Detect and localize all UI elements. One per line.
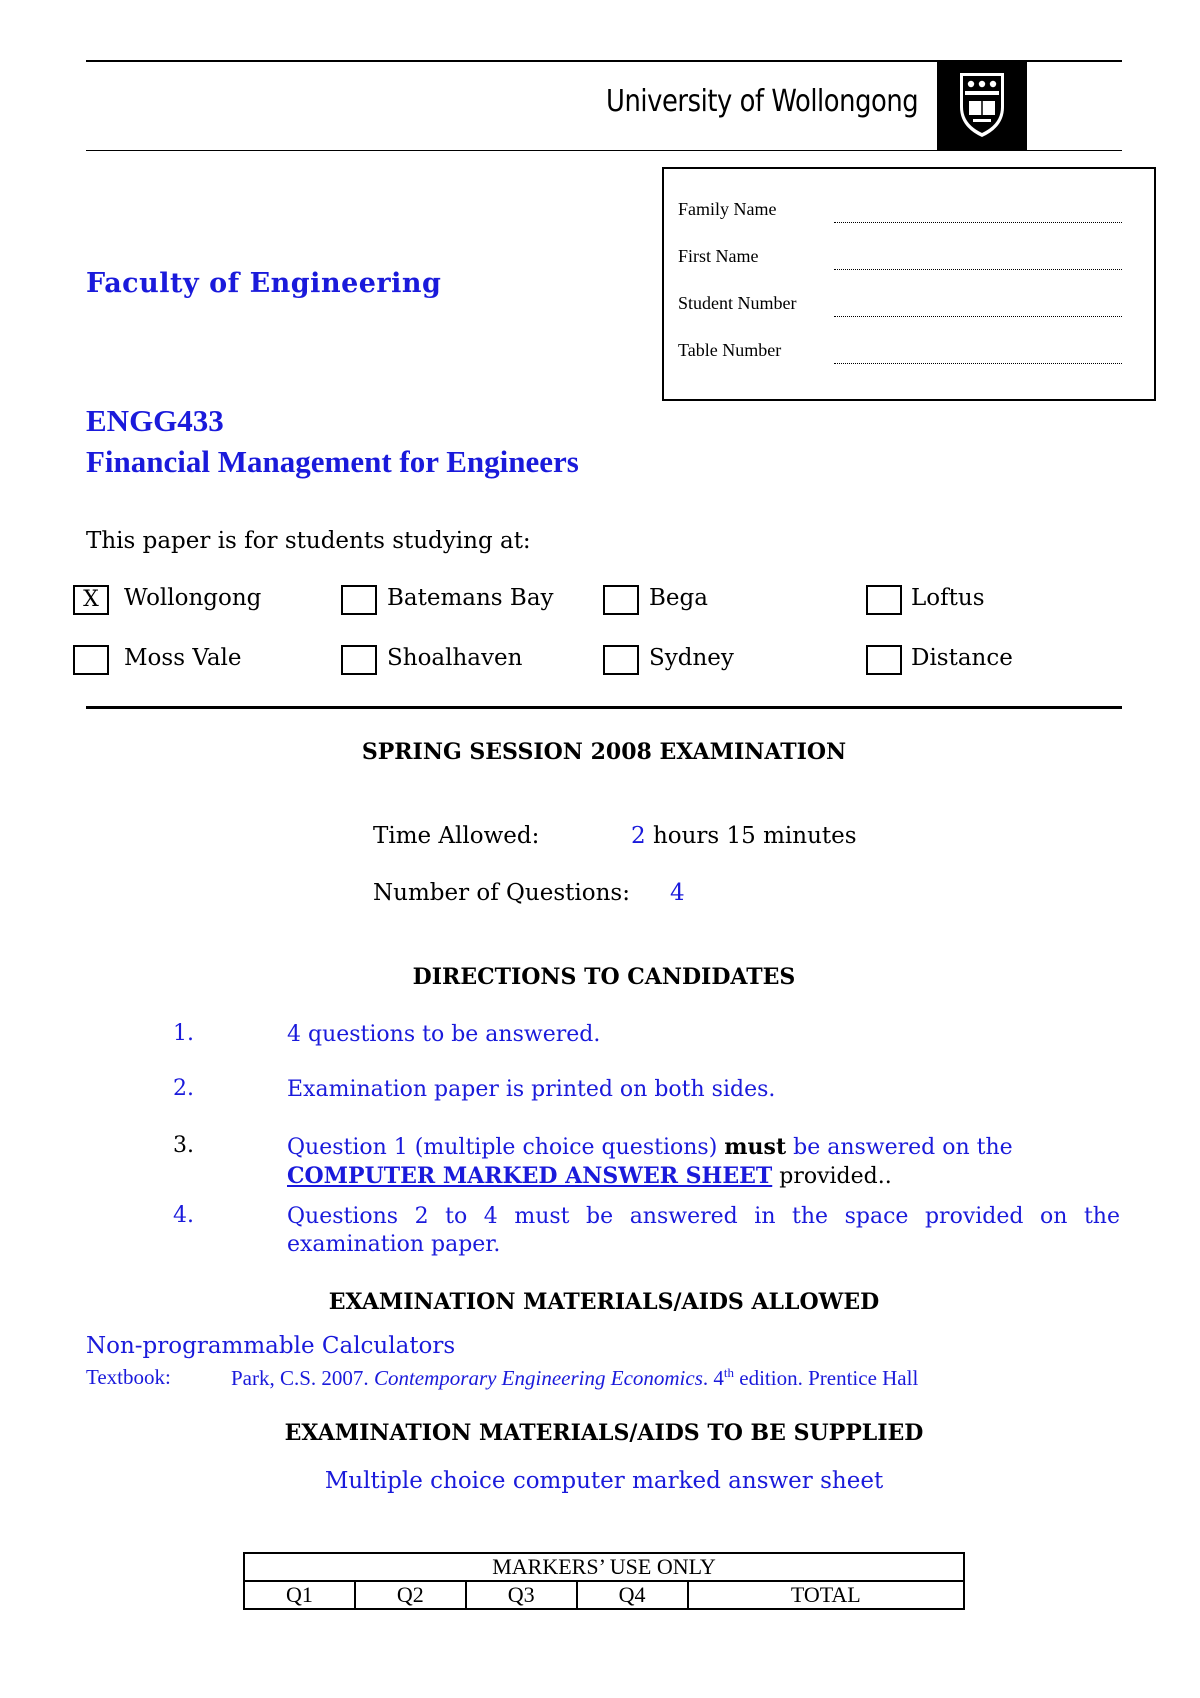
direction-text-1: 4 questions to be answered. (287, 1022, 601, 1047)
direction-text-2: Examination paper is printed on both sides. (287, 1077, 776, 1102)
campus-checkbox-sydney[interactable] (603, 645, 639, 675)
university-crest-icon (937, 61, 1027, 150)
campus-label-loftus: Loftus (911, 585, 985, 611)
campus-intro: This paper is for students studying at: (86, 528, 531, 554)
markers-col-q1: Q1 (244, 1581, 355, 1609)
direction-3-answer-sheet: COMPUTER MARKED ANSWER SHEET (287, 1163, 773, 1189)
textbook-edition-num: 4 (713, 1366, 724, 1390)
markers-col-q4: Q4 (577, 1581, 688, 1609)
markers-col-q3: Q3 (466, 1581, 577, 1609)
textbook-author: Park, C.S. 2007. (231, 1366, 369, 1390)
markers-col-q2: Q2 (355, 1581, 466, 1609)
student-details-box (662, 167, 1156, 401)
header-bottom-rule (86, 150, 1122, 151)
faculty-name: Faculty of Engineering (86, 268, 442, 299)
textbook-title: Contemporary Engineering Economics (373, 1366, 703, 1390)
direction-number-1: 1. (173, 1021, 194, 1046)
section-divider (86, 706, 1122, 709)
family-name-field[interactable] (834, 208, 1122, 223)
campus-checkbox-bega[interactable] (603, 585, 639, 615)
course-title: Financial Management for Engineers (86, 444, 579, 479)
number-of-questions-label: Number of Questions: (373, 880, 630, 906)
markers-table-header-row (244, 1581, 964, 1609)
crest-svg (937, 61, 1027, 150)
direction-number-2: 2. (173, 1076, 194, 1101)
family-name-label: Family Name (678, 199, 777, 219)
student-number-label: Student Number (678, 293, 797, 313)
time-rest: hours 15 minutes (652, 823, 857, 849)
campus-checkbox-batemans-bay[interactable] (341, 585, 377, 615)
direction-number-3: 3. (173, 1133, 194, 1158)
direction-text-4: Questions 2 to 4 must be answered in the space provided on the examination paper. (287, 1204, 1120, 1257)
university-name: University of Wollongong (606, 84, 919, 119)
calculators-item: Non-programmable Calculators (86, 1333, 456, 1359)
table-number-label: Table Number (678, 340, 782, 360)
direction-3-part-a: Question 1 (multiple choice questions) (287, 1135, 718, 1160)
first-name-field[interactable] (834, 255, 1122, 270)
campus-label-batemans-bay: Batemans Bay (387, 585, 554, 611)
materials-supplied-item: Multiple choice computer marked answer sheet (324, 1468, 884, 1494)
campus-checkbox-distance[interactable] (866, 645, 902, 675)
markers-col-total: TOTAL (688, 1581, 964, 1609)
direction-3-part-b: be answered on the (793, 1135, 1013, 1160)
table-number-field[interactable] (834, 349, 1122, 364)
campus-checkbox-wollongong[interactable]: X (73, 585, 109, 615)
textbook-label: Textbook: (86, 1365, 171, 1389)
markers-table-title-row (244, 1553, 964, 1581)
campus-label-bega: Bega (649, 585, 708, 611)
markers-table-title: MARKERS’ USE ONLY (244, 1553, 964, 1581)
textbook-reference: Park, C.S. 2007. Contemporary Engineering Economics. 4th edition. Prentice Hall (231, 1365, 919, 1390)
textbook-edition-sup: th (723, 1365, 735, 1380)
time-hours: 2 (631, 823, 646, 849)
markers-table (243, 1552, 965, 1610)
student-number-field[interactable] (834, 302, 1122, 317)
direction-text-3 (287, 1133, 1120, 1191)
number-of-questions-value: 4 (670, 880, 685, 906)
direction-3-part-c: provided.. (779, 1164, 892, 1189)
session-title: SPRING SESSION 2008 EXAMINATION (361, 739, 847, 765)
time-allowed-label: Time Allowed: (373, 823, 540, 849)
campus-checkbox-loftus[interactable] (866, 585, 902, 615)
textbook-rest: edition. Prentice Hall (739, 1366, 919, 1390)
course-code: ENGG433 (86, 403, 224, 438)
time-allowed-value (631, 823, 857, 849)
directions-heading: DIRECTIONS TO CANDIDATES (412, 964, 796, 990)
campus-label-shoalhaven: Shoalhaven (387, 645, 523, 671)
first-name-label: First Name (678, 246, 759, 266)
campus-checkbox-shoalhaven[interactable] (341, 645, 377, 675)
campus-label-moss-vale: Moss Vale (124, 645, 242, 671)
campus-label-wollongong: Wollongong (124, 585, 262, 611)
campus-checkbox-moss-vale[interactable] (73, 645, 109, 675)
campus-label-distance: Distance (911, 645, 1013, 671)
direction-3-must: must (724, 1134, 787, 1160)
campus-label-sydney: Sydney (649, 645, 734, 671)
materials-allowed-heading: EXAMINATION MATERIALS/AIDS ALLOWED (328, 1289, 880, 1315)
direction-number-4: 4. (173, 1203, 194, 1228)
materials-supplied-heading: EXAMINATION MATERIALS/AIDS TO BE SUPPLIED (284, 1420, 924, 1446)
